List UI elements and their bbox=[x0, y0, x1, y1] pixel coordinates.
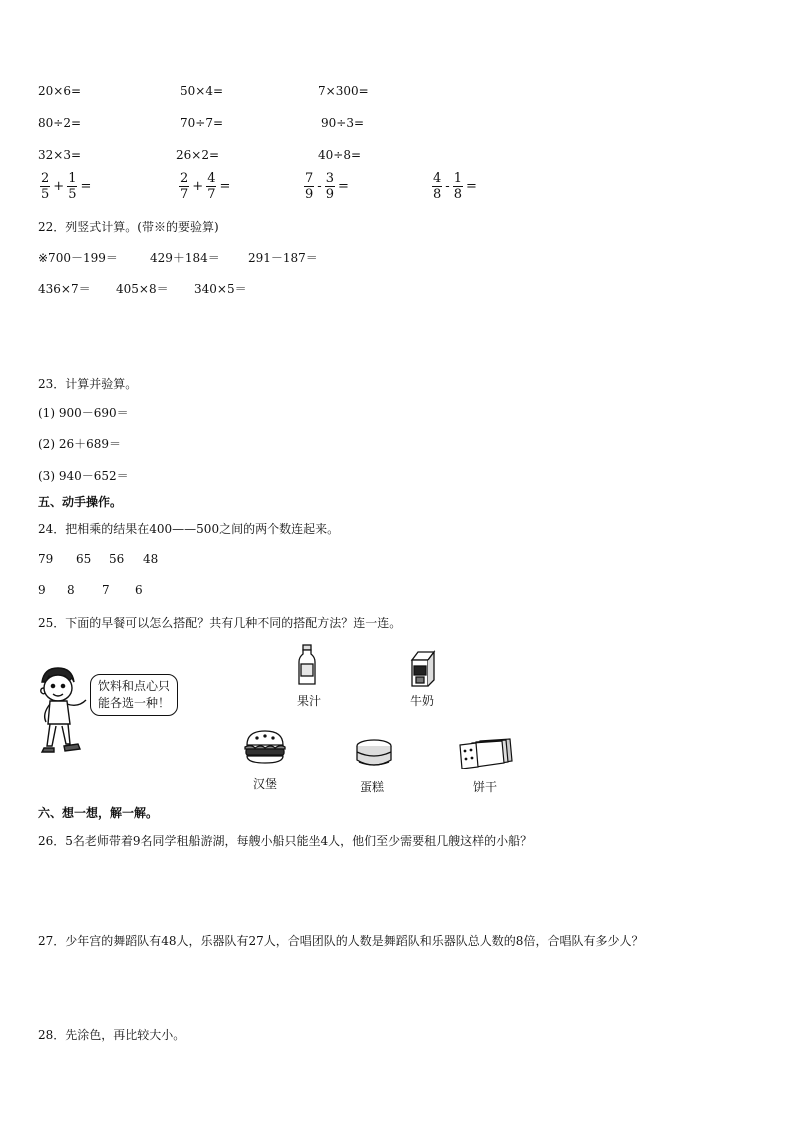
bubble-line: 能各选一种！ bbox=[98, 696, 171, 710]
number-bottom: 9 bbox=[38, 583, 46, 597]
oral-item: 80÷2= bbox=[38, 116, 82, 130]
cake-icon bbox=[354, 738, 394, 770]
fraction-expression: 7 9 - $\frac{3}{9}$ = bbox=[305, 171, 349, 202]
number-bottom: 7 bbox=[102, 583, 110, 597]
section-6-title: 六、想一想，解一解。 bbox=[38, 806, 159, 820]
vertical-calc-item: 291－187＝ bbox=[248, 251, 318, 265]
check-calc-item: (1) 900－690＝ bbox=[38, 406, 129, 420]
oral-item: 26×2= bbox=[176, 148, 220, 162]
fraction-expression: 2 7 + $\frac{4}{7}$ = bbox=[180, 171, 231, 202]
oral-item: 90÷3= bbox=[321, 116, 365, 130]
oral-item: 20×6= bbox=[38, 84, 82, 98]
section-5-title: 五、动手操作。 bbox=[38, 495, 123, 509]
question-27: 27．少年宫的舞蹈队有48人，乐器队有27人，合唱团队的人数是舞蹈队和乐器队总人数的8倍，合唱队有多少人？ bbox=[38, 934, 644, 948]
juice-bottle-icon bbox=[297, 644, 317, 686]
hamburger-icon bbox=[243, 729, 287, 765]
check-calc-item: (3) 940－652＝ bbox=[38, 469, 129, 483]
number-top: 56 bbox=[109, 552, 125, 566]
question-25-title: 25．下面的早餐可以怎么搭配？共有几种不同的搭配方法？连一连。 bbox=[38, 616, 402, 630]
number-top: 48 bbox=[143, 552, 159, 566]
number-bottom: 6 bbox=[135, 583, 143, 597]
bubble-line: 饮料和点心只 bbox=[98, 679, 171, 693]
oral-item: 7×300= bbox=[318, 84, 369, 98]
oral-item: 50×4= bbox=[180, 84, 224, 98]
oral-item: 70÷7= bbox=[180, 116, 224, 130]
number-top: 65 bbox=[76, 552, 92, 566]
vertical-calc-item: 405×8＝ bbox=[116, 282, 169, 296]
snack-label: 汉堡 bbox=[253, 777, 278, 791]
drink-label: 牛奶 bbox=[410, 694, 435, 708]
question-23-title: 23．计算并验算。 bbox=[38, 377, 138, 391]
speech-bubble bbox=[90, 674, 178, 716]
drink-label: 果汁 bbox=[297, 694, 322, 708]
number-top: 79 bbox=[38, 552, 54, 566]
snack-label: 蛋糕 bbox=[360, 780, 385, 794]
snack-label: 饼干 bbox=[473, 780, 498, 794]
vertical-calc-item: ※700－199＝ bbox=[38, 251, 118, 265]
number-bottom: 8 bbox=[67, 583, 75, 597]
vertical-calc-item: 429＋184＝ bbox=[150, 251, 220, 265]
check-calc-item: (2) 26＋689＝ bbox=[38, 437, 121, 451]
fraction-expression: 2 5 + $\frac{1}{5}$ = bbox=[41, 171, 92, 202]
vertical-calc-item: 436×7＝ bbox=[38, 282, 91, 296]
milk-carton-icon bbox=[407, 650, 439, 688]
biscuits-icon bbox=[458, 737, 514, 769]
question-28: 28．先涂色，再比较大小。 bbox=[38, 1028, 186, 1042]
question-22-title: 22．列竖式计算。(带※的要验算) bbox=[38, 220, 219, 234]
boy-illustration bbox=[32, 664, 94, 760]
fraction-expression: 4 8 - $\frac{1}{8}$ = bbox=[433, 171, 477, 202]
oral-item: 40÷8= bbox=[318, 148, 362, 162]
question-24-title: 24．把相乘的结果在400——500之间的两个数连起来。 bbox=[38, 522, 340, 536]
vertical-calc-item: 340×5＝ bbox=[194, 282, 247, 296]
question-26: 26．5名老师带着9名同学租船游湖，每艘小船只能坐4人，他们至少需要租几艘这样的小船？ bbox=[38, 834, 533, 848]
oral-item: 32×3= bbox=[38, 148, 82, 162]
